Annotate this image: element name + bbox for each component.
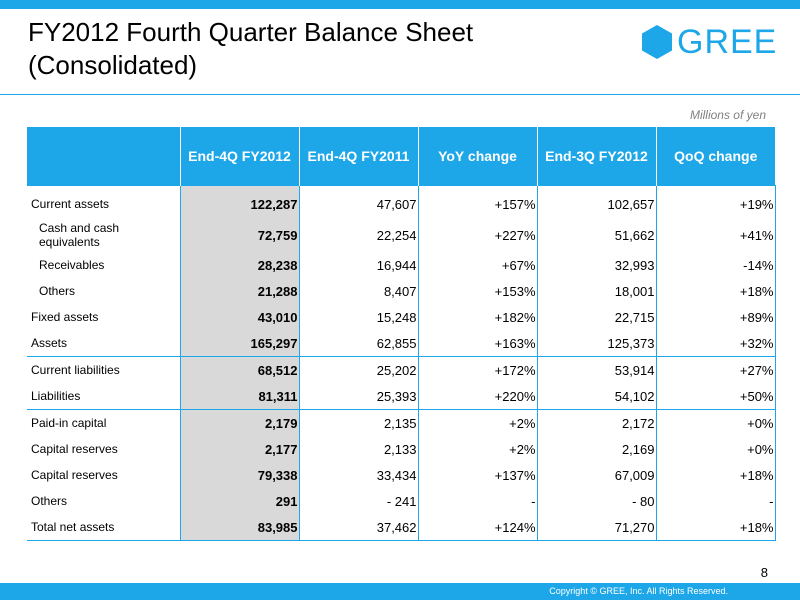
table-cell: 67,009 — [537, 462, 656, 488]
gree-hexagon-icon — [641, 24, 673, 60]
table-cell: 15,248 — [299, 304, 418, 330]
row-label: Receivables — [27, 252, 180, 278]
gree-logo — [641, 24, 777, 60]
table-cell: 28,238 — [180, 252, 299, 278]
table-row — [27, 252, 775, 278]
table-cell: 25,202 — [299, 357, 418, 384]
table-cell: +124% — [418, 514, 537, 541]
table-cell: +27% — [656, 357, 775, 384]
row-label: Assets — [27, 330, 180, 357]
table-cell: 2,177 — [180, 436, 299, 462]
table-cell: +220% — [418, 383, 537, 410]
table-cell: 71,270 — [537, 514, 656, 541]
table-cell: +182% — [418, 304, 537, 330]
table-cell: 125,373 — [537, 330, 656, 357]
row-label: Others — [27, 278, 180, 304]
table-cell: 68,512 — [180, 357, 299, 384]
row-label: Paid-in capital — [27, 410, 180, 437]
table-row — [27, 218, 775, 252]
row-label: Liabilities — [27, 383, 180, 410]
table-cell: 165,297 — [180, 330, 299, 357]
table-cell: +41% — [656, 218, 775, 252]
table-cell: 18,001 — [537, 278, 656, 304]
table-row — [27, 488, 775, 514]
row-label: Cash and cash equivalents — [27, 218, 180, 252]
row-label: Current assets — [27, 186, 180, 219]
table-cell: 37,462 — [299, 514, 418, 541]
table-cell: - — [418, 488, 537, 514]
table-row — [27, 186, 775, 219]
table-cell: +163% — [418, 330, 537, 357]
table-cell: - — [656, 488, 775, 514]
table-cell: +32% — [656, 330, 775, 357]
table-cell: +157% — [418, 186, 537, 219]
table-cell: 122,287 — [180, 186, 299, 219]
table-cell: +50% — [656, 383, 775, 410]
table-cell: +19% — [656, 186, 775, 219]
table-row — [27, 462, 775, 488]
table-cell: 62,855 — [299, 330, 418, 357]
table-cell: 21,288 — [180, 278, 299, 304]
table-cell: -14% — [656, 252, 775, 278]
header-cell: End-4Q FY2011 — [299, 127, 418, 186]
table-cell: +0% — [656, 436, 775, 462]
slide-title: FY2012 Fourth Quarter Balance Sheet (Consolidated) — [28, 17, 474, 80]
table-cell: 43,010 — [180, 304, 299, 330]
row-label: Fixed assets — [27, 304, 180, 330]
table-cell: 2,172 — [537, 410, 656, 437]
table-cell: 83,985 — [180, 514, 299, 541]
table-row — [27, 410, 775, 437]
table-cell: 53,914 — [537, 357, 656, 384]
footer-bar — [0, 583, 800, 600]
table-cell: 51,662 — [537, 218, 656, 252]
table-cell: +172% — [418, 357, 537, 384]
logo-text: GREE — [677, 23, 778, 61]
table-cell: +18% — [656, 462, 775, 488]
top-accent-bar — [0, 0, 800, 9]
table-cell: +0% — [656, 410, 775, 437]
row-label: Total net assets — [27, 514, 180, 541]
table-cell: 16,944 — [299, 252, 418, 278]
header-cell: YoY change — [418, 127, 537, 186]
header-cell: End-4Q FY2012 — [180, 127, 299, 186]
header-cell: End-3Q FY2012 — [537, 127, 656, 186]
table-cell: 2,179 — [180, 410, 299, 437]
table-row — [27, 383, 775, 410]
table-cell: 33,434 — [299, 462, 418, 488]
table-cell: 22,715 — [537, 304, 656, 330]
page-number: 8 — [760, 565, 768, 580]
row-label: Capital reserves — [27, 462, 180, 488]
header-cell — [27, 127, 180, 186]
row-label: Capital reserves — [27, 436, 180, 462]
table-cell: 2,169 — [537, 436, 656, 462]
table-row — [27, 436, 775, 462]
header-cell: QoQ change — [656, 127, 775, 186]
table-cell: +67% — [418, 252, 537, 278]
units-note: Millions of yen — [689, 108, 766, 122]
table-cell: 8,407 — [299, 278, 418, 304]
table-cell: +137% — [418, 462, 537, 488]
table-row — [27, 330, 775, 357]
table-cell: 79,338 — [180, 462, 299, 488]
table-cell: 54,102 — [537, 383, 656, 410]
table-cell: 81,311 — [180, 383, 299, 410]
table-cell: 25,393 — [299, 383, 418, 410]
table-row — [27, 514, 775, 541]
table-cell: +153% — [418, 278, 537, 304]
table-cell: 2,133 — [299, 436, 418, 462]
table-row — [27, 278, 775, 304]
row-label: Current liabilities — [27, 357, 180, 384]
table-cell: +18% — [656, 514, 775, 541]
table-cell: 102,657 — [537, 186, 656, 219]
table-cell: 32,993 — [537, 252, 656, 278]
table-cell: +227% — [418, 218, 537, 252]
table-cell: +2% — [418, 436, 537, 462]
table-cell: 72,759 — [180, 218, 299, 252]
table-row — [27, 357, 775, 384]
copyright-text: Copyright © GREE, Inc. All Rights Reserved. — [549, 586, 728, 596]
table-cell: +2% — [418, 410, 537, 437]
table-cell: +89% — [656, 304, 775, 330]
balance-sheet-table — [27, 127, 776, 541]
header-row — [27, 127, 775, 186]
table-cell: 291 — [180, 488, 299, 514]
table-cell: 2,135 — [299, 410, 418, 437]
table-row — [27, 304, 775, 330]
title-divider — [0, 94, 800, 95]
table-cell: - 241 — [299, 488, 418, 514]
table-cell: +18% — [656, 278, 775, 304]
table-cell: 47,607 — [299, 186, 418, 219]
table-cell: 22,254 — [299, 218, 418, 252]
row-label: Others — [27, 488, 180, 514]
table-cell: - 80 — [537, 488, 656, 514]
